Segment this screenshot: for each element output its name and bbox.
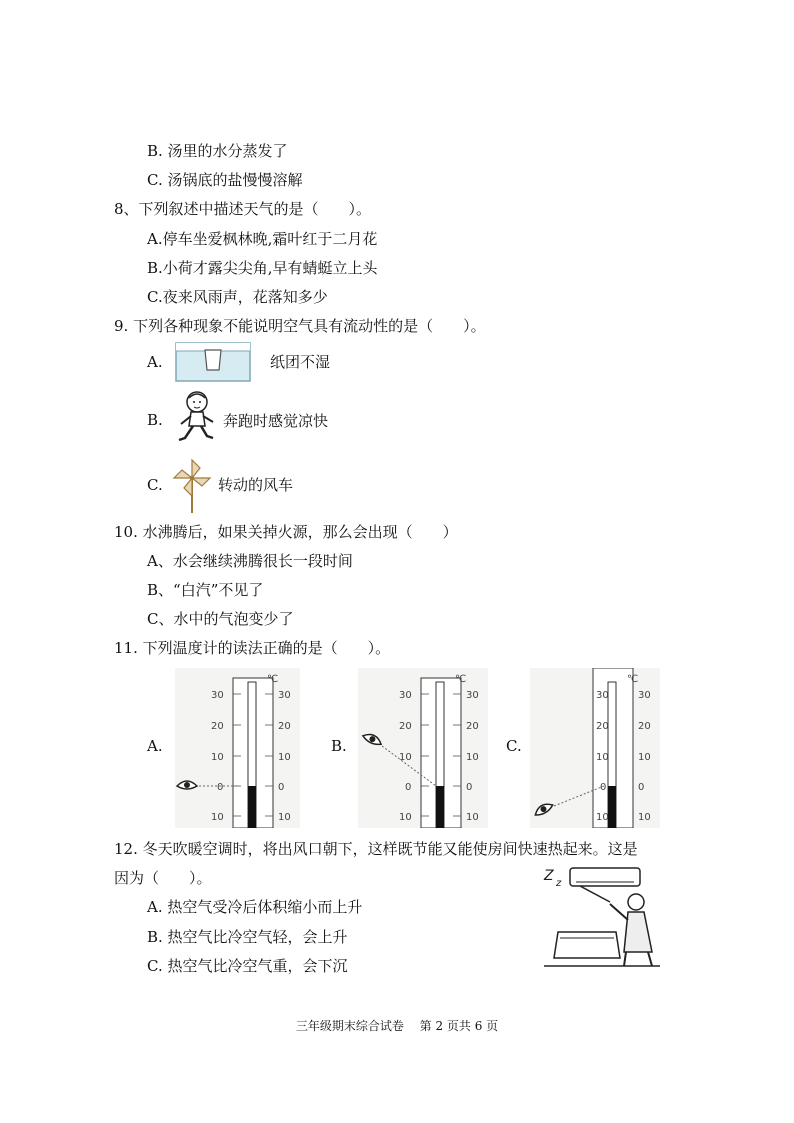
thermometer-b-tick-left-minus10: 10 (399, 812, 412, 823)
q11-option-a-letter: A. (147, 737, 163, 755)
q10-stem: 10. 水沸腾后，如果关掉火源，那么会出现（ ） (114, 523, 458, 541)
air-conditioner-cartoon-figure (540, 862, 664, 970)
thermometer-b-tick-right-20: 20 (466, 721, 479, 732)
thermometer-c-tick-right-10: 10 (638, 752, 651, 763)
svg-text:Z: Z (544, 868, 554, 884)
q7-option-c: C. 汤锅底的盐慢慢溶解 (147, 171, 303, 189)
eye-icon (362, 731, 384, 747)
thermometer-b-tick-right-minus10: 10 (466, 812, 479, 823)
q9-option-c-letter: C. (147, 476, 163, 494)
pinwheel-figure (172, 456, 212, 514)
thermometer-a-unit: ℃ (267, 674, 279, 685)
thermometer-b-tick-left-20: 20 (399, 721, 412, 732)
q11-option-c-letter: C. (506, 737, 522, 755)
thermometer-a-tick-right-0: 0 (278, 782, 285, 793)
thermometer-a-tick-left-0: 0 (217, 782, 224, 793)
q12-option-b: B. 热空气比冷空气轻，会上升 (147, 928, 348, 946)
thermometer-b-tick-right-10: 10 (466, 752, 479, 763)
thermometer-a-tick-left-minus10: 10 (211, 812, 224, 823)
thermometer-b-figure (358, 668, 488, 828)
q9-option-b-letter: B. (147, 411, 163, 429)
q11-option-b-letter: B. (331, 737, 347, 755)
thermometer-c-tick-left-minus10: 10 (596, 812, 609, 823)
q9-stem: 9. 下列各种现象不能说明空气具有流动性的是（ ）。 (114, 317, 486, 335)
q10-option-b: B、“白汽”不见了 (147, 581, 264, 599)
q7-option-b: B. 汤里的水分蒸发了 (147, 142, 288, 160)
thermometer-a-tick-right-minus10: 10 (278, 812, 291, 823)
thermometer-c-tick-right-20: 20 (638, 721, 651, 732)
q11-stem: 11. 下列温度计的读法正确的是（ ）。 (114, 639, 391, 657)
thermometer-c-tick-left-10: 10 (596, 752, 609, 763)
thermometer-c-tick-right-minus10: 10 (638, 812, 651, 823)
thermometer-b-tick-left-30: 30 (399, 690, 412, 701)
q12-stem-line1: 12. 冬天吹暖空调时，将出风口朝下，这样既节能又能使房间快速热起来。这是 (114, 840, 638, 858)
q10-option-c: C、水中的气泡变少了 (147, 610, 294, 628)
thermometer-c-tick-left-0: 0 (600, 782, 607, 793)
thermometer-a-tick-left-20: 20 (211, 721, 224, 732)
thermometer-a-tick-right-30: 30 (278, 690, 291, 701)
q10-option-a: A、水会继续沸腾很长一段时间 (147, 552, 353, 570)
q12-option-c: C. 热空气比冷空气重，会下沉 (147, 957, 348, 975)
q8-option-b: B.小荷才露尖尖角,早有蜻蜓立上头 (147, 259, 378, 277)
thermometer-b-tick-right-30: 30 (466, 690, 479, 701)
q8-option-a: A.停车坐爱枫林晚,霜叶红于二月花 (147, 230, 378, 248)
thermometer-b-tick-right-0: 0 (466, 782, 473, 793)
q9-option-a-text: 纸团不湿 (270, 353, 331, 371)
thermometer-a-tick-right-10: 10 (278, 752, 291, 763)
q12-option-a: A. 热空气受冷后体积缩小而上升 (147, 898, 363, 916)
q12-stem-line2: 因为（ ）。 (114, 869, 212, 887)
q9-option-c-text: 转动的风车 (218, 476, 294, 494)
thermometer-c-figure (530, 668, 660, 828)
thermometer-c-tick-left-30: 30 (596, 690, 609, 701)
eye-icon (177, 781, 197, 789)
thermometer-a-tick-left-10: 10 (211, 752, 224, 763)
water-cup-figure (175, 342, 251, 382)
thermometer-c-unit: ℃ (627, 674, 639, 685)
thermometer-c-tick-left-20: 20 (596, 721, 609, 732)
thermometer-c-tick-right-0: 0 (638, 782, 645, 793)
thermometer-b-tick-left-10: 10 (399, 752, 412, 763)
thermometer-a-tick-right-20: 20 (278, 721, 291, 732)
q9-option-b-text: 奔跑时感觉凉快 (223, 412, 329, 430)
eye-icon (533, 801, 554, 818)
q9-option-a-letter: A. (147, 353, 163, 371)
running-child-figure (175, 390, 217, 446)
svg-text:z: z (556, 878, 562, 889)
thermometer-a-tick-left-30: 30 (211, 690, 224, 701)
thermometer-b-tick-left-0: 0 (405, 782, 412, 793)
q8-stem: 8、下列叙述中描述天气的是（ ）。 (114, 200, 372, 218)
q8-option-c: C.夜来风雨声，花落知多少 (147, 288, 328, 306)
page-footer: 三年级期末综合试卷 第 2 页共 6 页 (295, 1019, 499, 1033)
thermometer-c-tick-right-30: 30 (638, 690, 651, 701)
thermometer-b-unit: ℃ (455, 674, 467, 685)
thermometer-a-figure (175, 668, 300, 828)
